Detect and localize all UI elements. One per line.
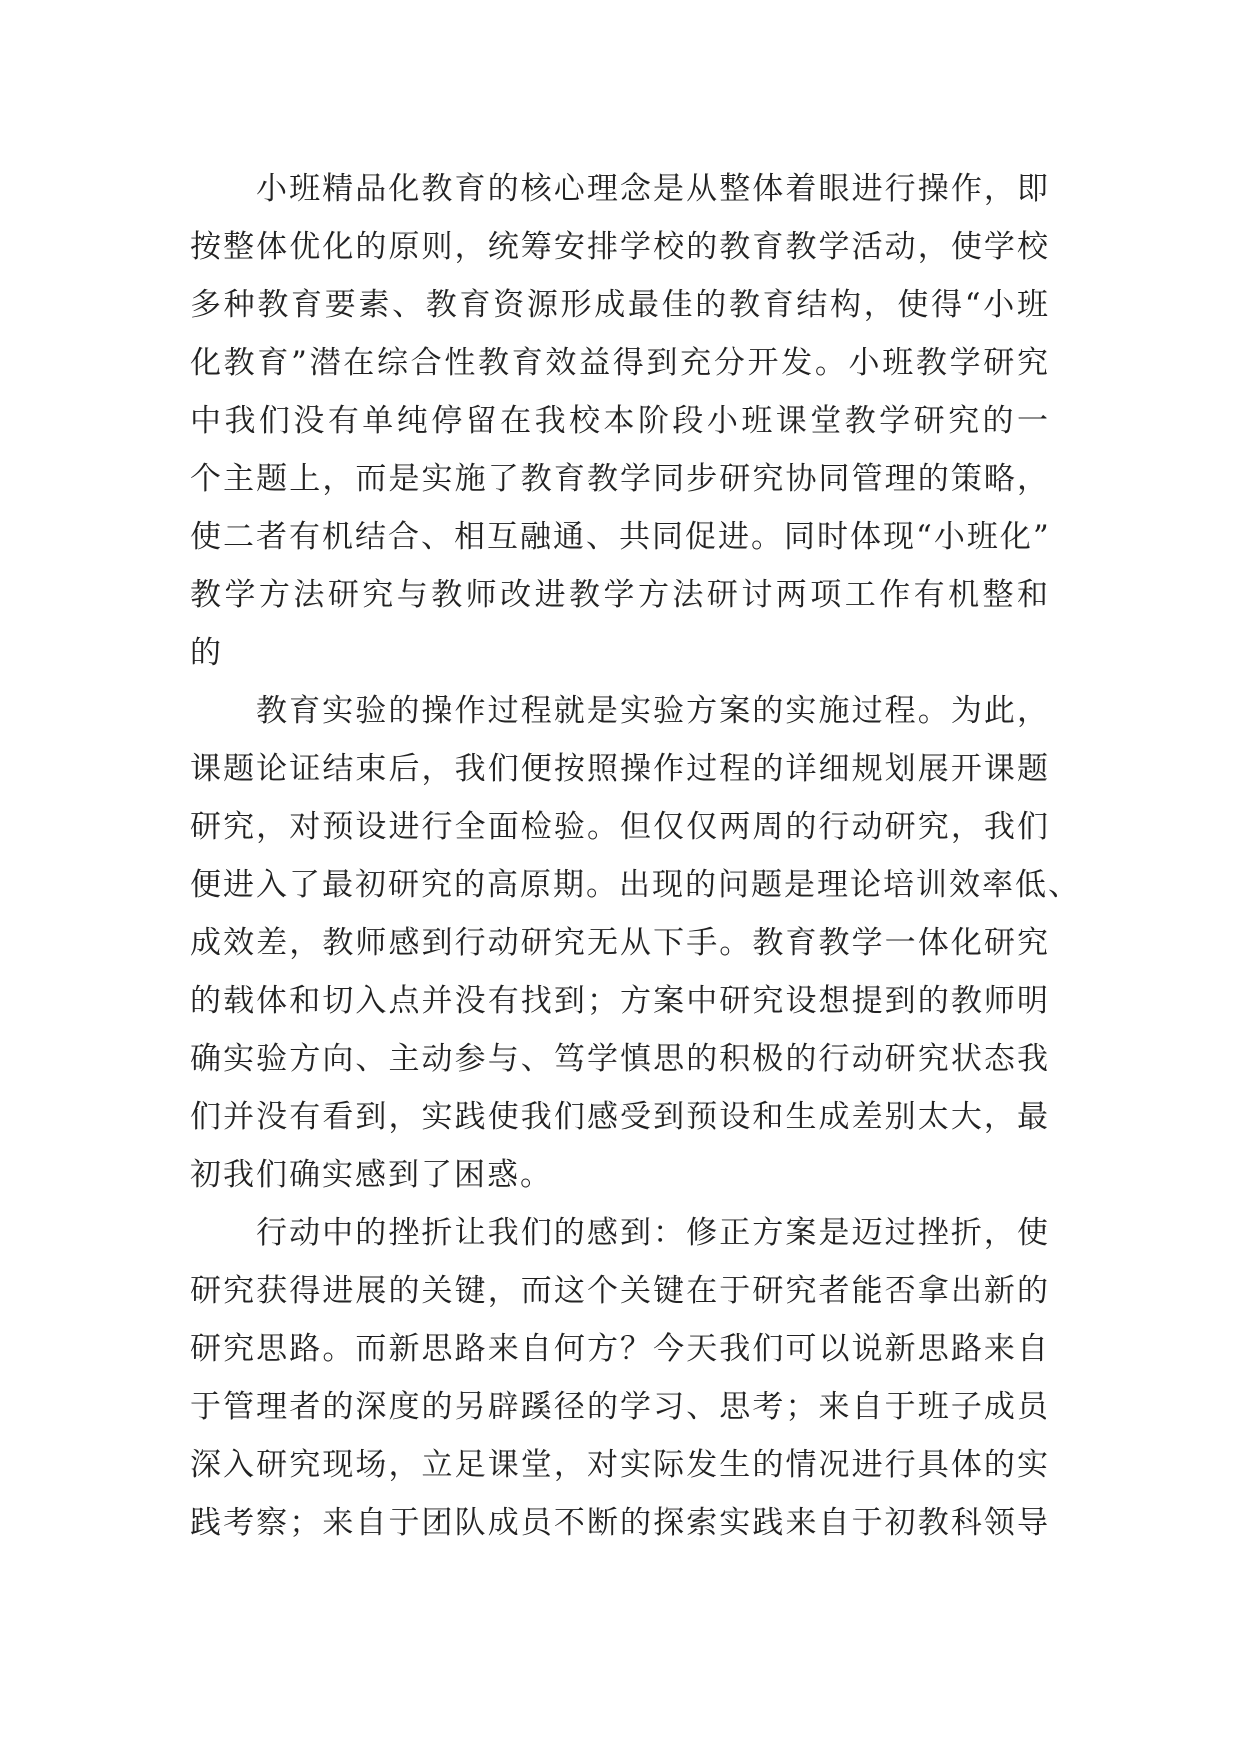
paragraph-line: 化教育”潜在综合性教育效益得到充分开发。小班教学研究 xyxy=(190,345,1050,381)
paragraph-line: 行动中的挫折让我们的感到：修正方案是迈过挫折，使 xyxy=(256,1215,1050,1251)
paragraph-line: 便进入了最初研究的高原期。出现的问题是理论培训效率低、 xyxy=(190,867,1081,903)
paragraph-line: 研究思路。而新思路来自何方？今天我们可以说新思路来自 xyxy=(190,1331,1050,1367)
paragraph-line: 使二者有机结合、相互融通、共同促进。同时体现“小班化” xyxy=(190,519,1051,555)
paragraph-line: 深入研究现场，立足课堂，对实际发生的情况进行具体的实 xyxy=(190,1447,1050,1483)
paragraph-line: 课题论证结束后，我们便按照操作过程的详细规划展开课题 xyxy=(190,751,1050,787)
paragraph-line: 多种教育要素、教育资源形成最佳的教育结构，使得“小班 xyxy=(190,287,1050,323)
paragraph-line: 于管理者的深度的另辟蹊径的学习、思考；来自于班子成员 xyxy=(190,1389,1050,1425)
paragraph-3 xyxy=(190,1204,1050,1552)
paragraph-line: 成效差，教师感到行动研究无从下手。教育教学一体化研究 xyxy=(190,925,1050,961)
paragraph-1 xyxy=(190,160,1050,682)
paragraph-line: 的载体和切入点并没有找到；方案中研究设想提到的教师明 xyxy=(190,983,1050,1019)
paragraph-line: 研究，对预设进行全面检验。但仅仅两周的行动研究，我们 xyxy=(190,809,1050,845)
paragraph-line: 按整体优化的原则，统筹安排学校的教育教学活动，使学校 xyxy=(190,229,1050,265)
paragraph-line: 们并没有看到，实践使我们感受到预设和生成差别太大，最 xyxy=(190,1099,1050,1135)
paragraph-line: 小班精品化教育的核心理念是从整体着眼进行操作，即 xyxy=(256,171,1050,207)
paragraph-2 xyxy=(190,682,1081,1204)
paragraph-line: 确实验方向、主动参与、笃学慎思的积极的行动研究状态我 xyxy=(190,1041,1050,1077)
paragraph-line: 教育实验的操作过程就是实验方案的实施过程。为此， xyxy=(256,693,1050,729)
paragraph-line: 中我们没有单纯停留在我校本阶段小班课堂教学研究的一 xyxy=(190,403,1050,439)
paragraph-line: 践考察；来自于团队成员不断的探索实践来自于初教科领导 xyxy=(190,1505,1050,1541)
paragraph-line: 个主题上，而是实施了教育教学同步研究协同管理的策略， xyxy=(190,461,1050,497)
document-body xyxy=(190,160,1081,1552)
paragraph-line: 初我们确实感到了困惑。 xyxy=(190,1157,553,1193)
paragraph-line: 教学方法研究与教师改进教学方法研讨两项工作有机整和 xyxy=(190,577,1050,613)
paragraph-line: 的 xyxy=(190,635,223,671)
paragraph-line: 研究获得进展的关键，而这个关键在于研究者能否拿出新的 xyxy=(190,1273,1050,1309)
